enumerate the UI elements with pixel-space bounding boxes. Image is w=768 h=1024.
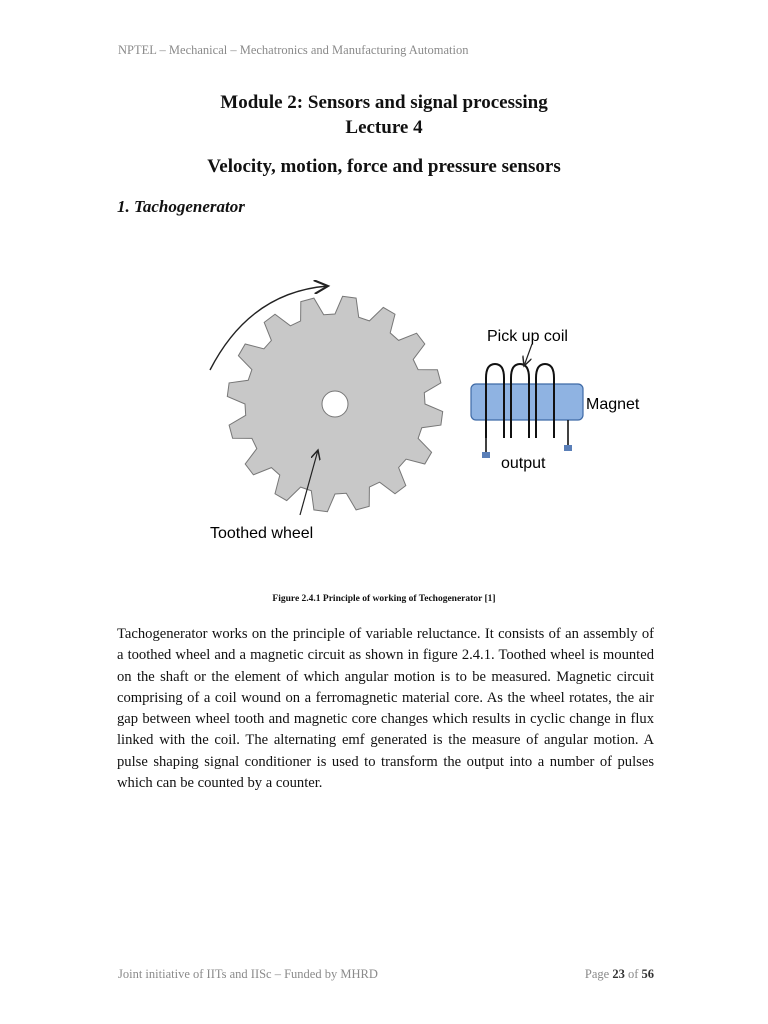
magnet-core [471, 384, 583, 420]
module-title: Module 2: Sensors and signal processing [220, 92, 548, 113]
figure-tachogenerator [190, 270, 660, 570]
page-number [585, 967, 654, 982]
page-total: 56 [641, 967, 654, 981]
body-paragraph: Tachogenerator works on the principle of variable reluctance. It consists of an assembly of a toothed wheel and a magnetic circuit as shown in figure 2.4.1. Toothed wheel is mounted on the shaft or the element of which angular motion is to be measured. Magnetic circuit comprising of a coil wound on a ferromagnetic material core. As the wheel rotates, the air gap between wheel tooth and magnetic core changes which results in cyclic change in flux linked with the coil. The alternating emf generated is the measure of angular motion. A pulse shaping signal conditioner is used to transform the output into a number of pulses which can be counted by a counter. [117, 626, 654, 792]
output-leads [482, 420, 572, 458]
figure-diagram [190, 270, 660, 570]
page-of: of [627, 967, 639, 981]
label-toothed-wheel: Toothed wheel [210, 525, 314, 542]
figure-caption: Figure 2.4.1 Principle of working of Techogenerator [1] [272, 594, 496, 604]
label-pick-up-coil: Pick up coil [487, 328, 568, 345]
output-terminal-right [564, 445, 572, 451]
label-magnet: Magnet [586, 396, 640, 413]
coil-pointer [524, 344, 532, 366]
lecture-title: Lecture 4 [345, 117, 423, 138]
topic-title: Velocity, motion, force and pressure sensors [207, 156, 561, 177]
page-current: 23 [612, 967, 625, 981]
section-heading: 1. Tachogenerator [117, 197, 245, 216]
page-header: NPTEL – Mechanical – Mechatronics and Manufacturing Automation [118, 43, 469, 57]
output-terminal-left [482, 452, 490, 458]
page-prefix: Page [584, 967, 610, 981]
label-output: output [501, 455, 546, 472]
wheel-hole [322, 391, 348, 417]
title-block [0, 90, 768, 179]
footer-left: Joint initiative of IITs and IISc – Funded by MHRD [118, 967, 378, 981]
